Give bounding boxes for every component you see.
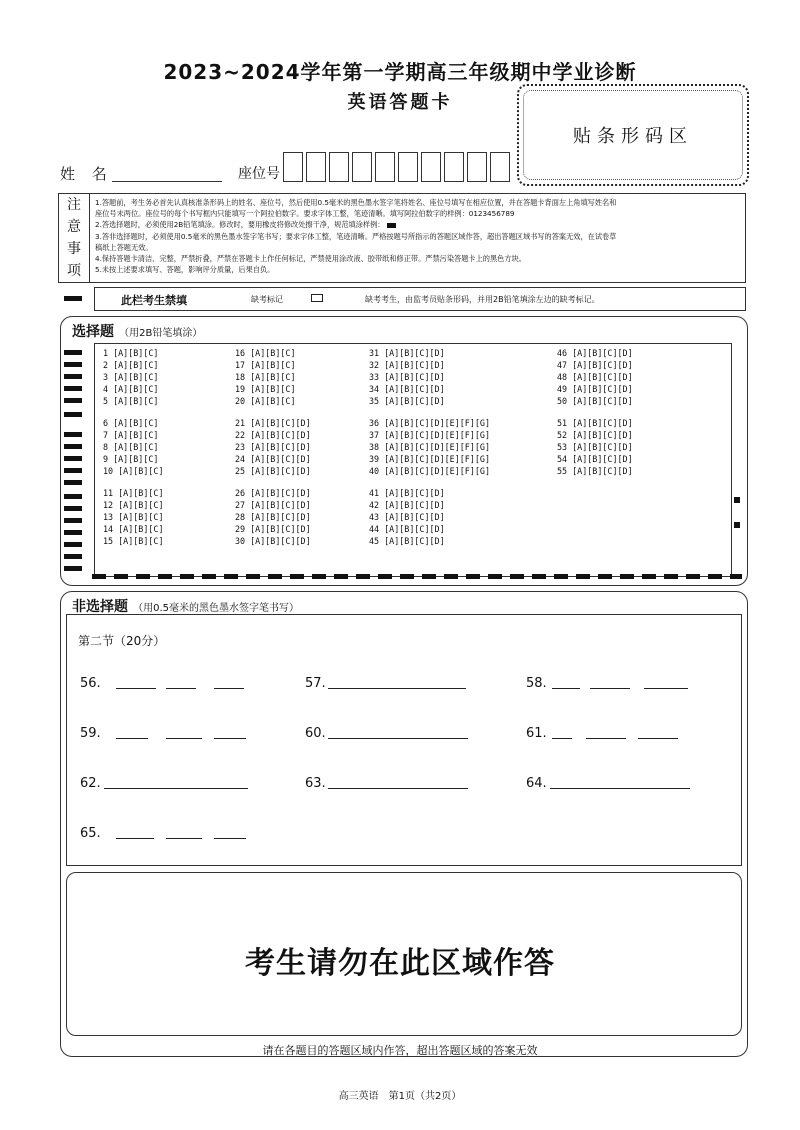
- answer-blank[interactable]: [214, 688, 244, 689]
- answer-blank[interactable]: [552, 688, 580, 689]
- mc-question-row[interactable]: 12 [A][B][C]: [103, 500, 164, 510]
- timing-mark: [64, 296, 82, 301]
- barcode-area: [517, 84, 749, 186]
- answer-area: [66, 614, 742, 866]
- timing-mark: [64, 350, 82, 355]
- mc-question-row[interactable]: 21 [A][B][C][D]: [235, 418, 311, 428]
- mc-question-row[interactable]: 11 [A][B][C]: [103, 488, 164, 498]
- mc-question-row[interactable]: 38 [A][B][C][D][E][F][G]: [369, 442, 491, 452]
- mc-question-row[interactable]: 22 [A][B][C][D]: [235, 430, 311, 440]
- page-footer: 高三英语 第1页（共2页）: [338, 1091, 462, 1102]
- barcode-label: 贴条形码区: [523, 90, 743, 180]
- timing-mark: [64, 554, 82, 559]
- answer-blank[interactable]: [552, 738, 572, 739]
- card-subtitle: 英语答题卡: [347, 92, 453, 113]
- mc-question-row[interactable]: 5 [A][B][C]: [103, 396, 159, 406]
- mc-row-gap: [103, 407, 164, 417]
- mc-question-row[interactable]: 3 [A][B][C]: [103, 372, 159, 382]
- mc-column-4[interactable]: [557, 347, 633, 477]
- absent-note: 缺考考生，由监考员贴条形码，并用2B铅笔填涂左边的缺考标记。: [365, 295, 600, 304]
- timing-mark: [64, 444, 82, 449]
- question-number: 61.: [526, 726, 547, 741]
- answer-blank[interactable]: [116, 838, 154, 839]
- no-answer-text: 考生请勿在此区域作答: [245, 946, 555, 981]
- mc-question-row[interactable]: 46 [A][B][C][D]: [557, 348, 633, 358]
- question-number: 58.: [526, 676, 547, 691]
- mc-question-row[interactable]: 50 [A][B][C][D]: [557, 396, 633, 406]
- fill-sample-mark: [387, 223, 396, 228]
- answer-area-warning: 请在各题目的答题区域内作答，超出答题区域的答案无效: [262, 1044, 538, 1057]
- question-number: 64.: [526, 776, 547, 791]
- instructions-heading: [59, 194, 90, 282]
- timing-mark: [64, 480, 82, 485]
- name-label: 姓 名: [60, 165, 113, 183]
- timing-mark: [64, 412, 82, 417]
- mc-row-gap: [235, 407, 311, 417]
- seat-digit-box[interactable]: [467, 152, 487, 182]
- mc-question-row[interactable]: 24 [A][B][C][D]: [235, 454, 311, 464]
- mc-question-row[interactable]: 23 [A][B][C][D]: [235, 442, 311, 452]
- seat-digit-box[interactable]: [490, 152, 510, 182]
- instruction-line: 1.答题前，考生务必首先认真核准条形码上的姓名、座位号，然后使用0.5毫米的黑色墨水签字笔将姓名、座位号填写在相应位置，并在答题卡背面左上角填写姓名和: [95, 198, 617, 207]
- timing-mark: [64, 468, 82, 473]
- mc-question-row[interactable]: 54 [A][B][C][D]: [557, 454, 633, 464]
- mc-question-row[interactable]: 52 [A][B][C][D]: [557, 430, 633, 440]
- mc-question-row[interactable]: 15 [A][B][C]: [103, 536, 164, 546]
- page-title: 2023~2024学年第一学期高三年级期中学业诊断: [163, 60, 637, 84]
- mc-row-gap: [235, 477, 311, 487]
- mc-question-row[interactable]: 2 [A][B][C]: [103, 360, 159, 370]
- answer-blank[interactable]: [166, 688, 196, 689]
- absent-label: 缺考标记: [251, 295, 283, 304]
- answer-blank[interactable]: [644, 688, 688, 689]
- mc-note: （用2B铅笔填涂）: [119, 328, 203, 339]
- answer-blank[interactable]: [166, 838, 202, 839]
- heading-char: 项: [67, 263, 81, 279]
- instructions-box: [58, 193, 746, 283]
- heading-char: 注: [67, 197, 81, 213]
- answer-blank[interactable]: [328, 688, 466, 689]
- question-number: 57.: [305, 676, 326, 691]
- staff-only-row: [94, 287, 746, 311]
- mc-row-gap: [557, 407, 633, 417]
- instruction-line: 座位号末两位。座位号的每个书写框内只能填写一个阿拉伯数字。要求字体工整，笔迹清晰。填写阿拉伯数字的样例：0123456789: [95, 209, 515, 219]
- mc-question-row[interactable]: 6 [A][B][C]: [103, 418, 159, 428]
- mc-column-1[interactable]: [103, 347, 164, 547]
- question-number: 63.: [305, 776, 326, 791]
- mc-question-row[interactable]: 32 [A][B][C][D]: [369, 360, 445, 370]
- timing-mark: [734, 497, 740, 503]
- mc-question-row[interactable]: 43 [A][B][C][D]: [369, 512, 445, 522]
- mc-question-row[interactable]: 7 [A][B][C]: [103, 430, 159, 440]
- answer-blank[interactable]: [328, 788, 468, 789]
- mc-question-row[interactable]: 51 [A][B][C][D]: [557, 418, 633, 428]
- absent-checkbox[interactable]: [311, 294, 323, 302]
- mc-question-row[interactable]: 41 [A][B][C][D]: [369, 488, 445, 498]
- heading-char: 事: [67, 241, 81, 257]
- answer-blank[interactable]: [214, 738, 246, 739]
- instruction-text: 2.答选择题时，必须使用2B铅笔填涂。修改时，要用橡皮将修改处擦干净，规范填涂样例：: [95, 220, 385, 230]
- answer-blank[interactable]: [638, 738, 678, 739]
- seat-digit-box[interactable]: [444, 152, 464, 182]
- timing-mark: [64, 566, 82, 571]
- mc-question-row[interactable]: 39 [A][B][C][D][E][F][G]: [369, 454, 491, 464]
- mc-question-row[interactable]: 37 [A][B][C][D][E][F][G]: [369, 430, 491, 440]
- mc-question-row[interactable]: 20 [A][B][C]: [235, 396, 296, 406]
- mc-question-row[interactable]: 48 [A][B][C][D]: [557, 372, 633, 382]
- timing-mark: [64, 432, 82, 437]
- timing-mark: [64, 518, 82, 523]
- mc-question-row[interactable]: 31 [A][B][C][D]: [369, 348, 445, 358]
- mc-question-row[interactable]: 25 [A][B][C][D]: [235, 466, 311, 476]
- question-number: 65.: [80, 826, 101, 841]
- mc-question-row[interactable]: 19 [A][B][C]: [235, 384, 296, 394]
- nmc-note: （用0.5毫米的黑色墨水签字笔书写）: [133, 603, 299, 614]
- answer-blank[interactable]: [550, 788, 690, 789]
- instructions-text: [95, 197, 739, 275]
- mc-column-2[interactable]: [235, 347, 311, 547]
- mc-row-gap: [369, 477, 490, 487]
- answer-blank[interactable]: [214, 838, 246, 839]
- mc-question-row[interactable]: 10 [A][B][C]: [103, 466, 164, 476]
- name-field[interactable]: [112, 181, 222, 182]
- mc-question-row[interactable]: 55 [A][B][C][D]: [557, 466, 633, 476]
- instruction-line: 5.未按上述要求填写、答题，影响评分质量，后果自负。: [95, 265, 275, 275]
- mc-question-row[interactable]: 8 [A][B][C]: [103, 442, 159, 452]
- answer-blank[interactable]: [116, 688, 156, 689]
- answer-blank[interactable]: [116, 738, 148, 739]
- seat-digit-box[interactable]: [375, 152, 395, 182]
- mc-title: 选择题: [72, 324, 114, 340]
- mc-question-row[interactable]: 44 [A][B][C][D]: [369, 524, 445, 534]
- question-number: 56.: [80, 676, 101, 691]
- timing-mark: [64, 506, 82, 511]
- mc-question-row[interactable]: 14 [A][B][C]: [103, 524, 164, 534]
- seat-digit-box[interactable]: [329, 152, 349, 182]
- mc-question-row[interactable]: 4 [A][B][C]: [103, 384, 159, 394]
- timing-mark: [64, 494, 82, 499]
- mc-question-row[interactable]: 33 [A][B][C][D]: [369, 372, 445, 382]
- timing-mark: [64, 456, 82, 461]
- nmc-heading: [72, 596, 299, 616]
- mc-question-row[interactable]: 40 [A][B][C][D][E][F][G]: [369, 466, 491, 476]
- seat-label: 座位号: [238, 166, 280, 182]
- section-label: 第二节（20分）: [78, 634, 166, 648]
- mc-question-row[interactable]: 13 [A][B][C]: [103, 512, 164, 522]
- question-number: 62.: [80, 776, 101, 791]
- mc-question-row[interactable]: 49 [A][B][C][D]: [557, 384, 633, 394]
- answer-blank[interactable]: [590, 688, 630, 689]
- mc-question-row[interactable]: 1 [A][B][C]: [103, 348, 159, 358]
- mc-question-row[interactable]: 17 [A][B][C]: [235, 360, 296, 370]
- mc-row-gap: [103, 477, 164, 487]
- answer-blank[interactable]: [166, 738, 202, 739]
- mc-question-row[interactable]: 18 [A][B][C]: [235, 372, 296, 382]
- mc-question-row[interactable]: 28 [A][B][C][D]: [235, 512, 311, 522]
- mc-question-row[interactable]: 36 [A][B][C][D][E][F][G]: [369, 418, 491, 428]
- mc-question-row[interactable]: 35 [A][B][C][D]: [369, 396, 445, 406]
- mc-question-row[interactable]: 53 [A][B][C][D]: [557, 442, 633, 452]
- mc-question-row[interactable]: 42 [A][B][C][D]: [369, 500, 445, 510]
- timing-mark: [64, 374, 82, 379]
- nmc-title: 非选择题: [72, 599, 128, 615]
- timing-mark: [64, 398, 82, 403]
- mc-question-row[interactable]: 26 [A][B][C][D]: [235, 488, 311, 498]
- seat-digit-box[interactable]: [398, 152, 418, 182]
- mc-question-row[interactable]: 34 [A][B][C][D]: [369, 384, 445, 394]
- timing-mark: [64, 542, 82, 547]
- answer-blank[interactable]: [104, 788, 248, 789]
- seat-digit-box[interactable]: [421, 152, 441, 182]
- instruction-line: 3.答非选择题时，必须使用0.5毫米的黑色墨水签字笔书写；要求字体工整，笔迹清晰。严格按题号所指示的答题区域作答，超出答题区域书写的答案无效，在试卷草: [95, 231, 617, 241]
- mc-row-gap: [369, 407, 490, 417]
- mc-question-row[interactable]: 9 [A][B][C]: [103, 454, 159, 464]
- mc-question-row[interactable]: 30 [A][B][C][D]: [235, 536, 311, 546]
- mc-question-row[interactable]: 16 [A][B][C]: [235, 348, 296, 358]
- timing-mark: [734, 522, 740, 528]
- question-number: 60.: [305, 726, 326, 741]
- mc-answer-grid: [94, 343, 732, 577]
- timing-mark-row: [92, 574, 742, 579]
- mc-column-3[interactable]: [369, 347, 490, 547]
- instruction-line: [95, 219, 739, 230]
- heading-char: 意: [67, 219, 81, 235]
- seat-number-boxes[interactable]: [283, 152, 513, 182]
- seat-digit-box[interactable]: [352, 152, 372, 182]
- mc-question-row[interactable]: 27 [A][B][C][D]: [235, 500, 311, 510]
- mc-heading: [72, 321, 202, 341]
- timing-mark: [64, 362, 82, 367]
- answer-blank[interactable]: [586, 738, 626, 739]
- mc-question-row[interactable]: 47 [A][B][C][D]: [557, 360, 633, 370]
- instruction-line: 4.保持答题卡清洁、完整，严禁折叠，严禁在答题卡上作任何标记，严禁使用涂改液、胶带纸和修正带。严禁污染答题卡上的黑色方块。: [95, 254, 526, 264]
- mc-question-row[interactable]: 45 [A][B][C][D]: [369, 536, 445, 546]
- answer-blank[interactable]: [328, 738, 468, 739]
- timing-mark: [64, 530, 82, 535]
- question-number: 59.: [80, 726, 101, 741]
- timing-mark: [64, 386, 82, 391]
- staff-only-label: 此栏考生禁填: [121, 294, 187, 307]
- seat-digit-box[interactable]: [306, 152, 326, 182]
- instruction-line: 稿纸上答题无效。: [95, 242, 153, 252]
- seat-digit-box[interactable]: [283, 152, 303, 182]
- mc-question-row[interactable]: 29 [A][B][C][D]: [235, 524, 311, 534]
